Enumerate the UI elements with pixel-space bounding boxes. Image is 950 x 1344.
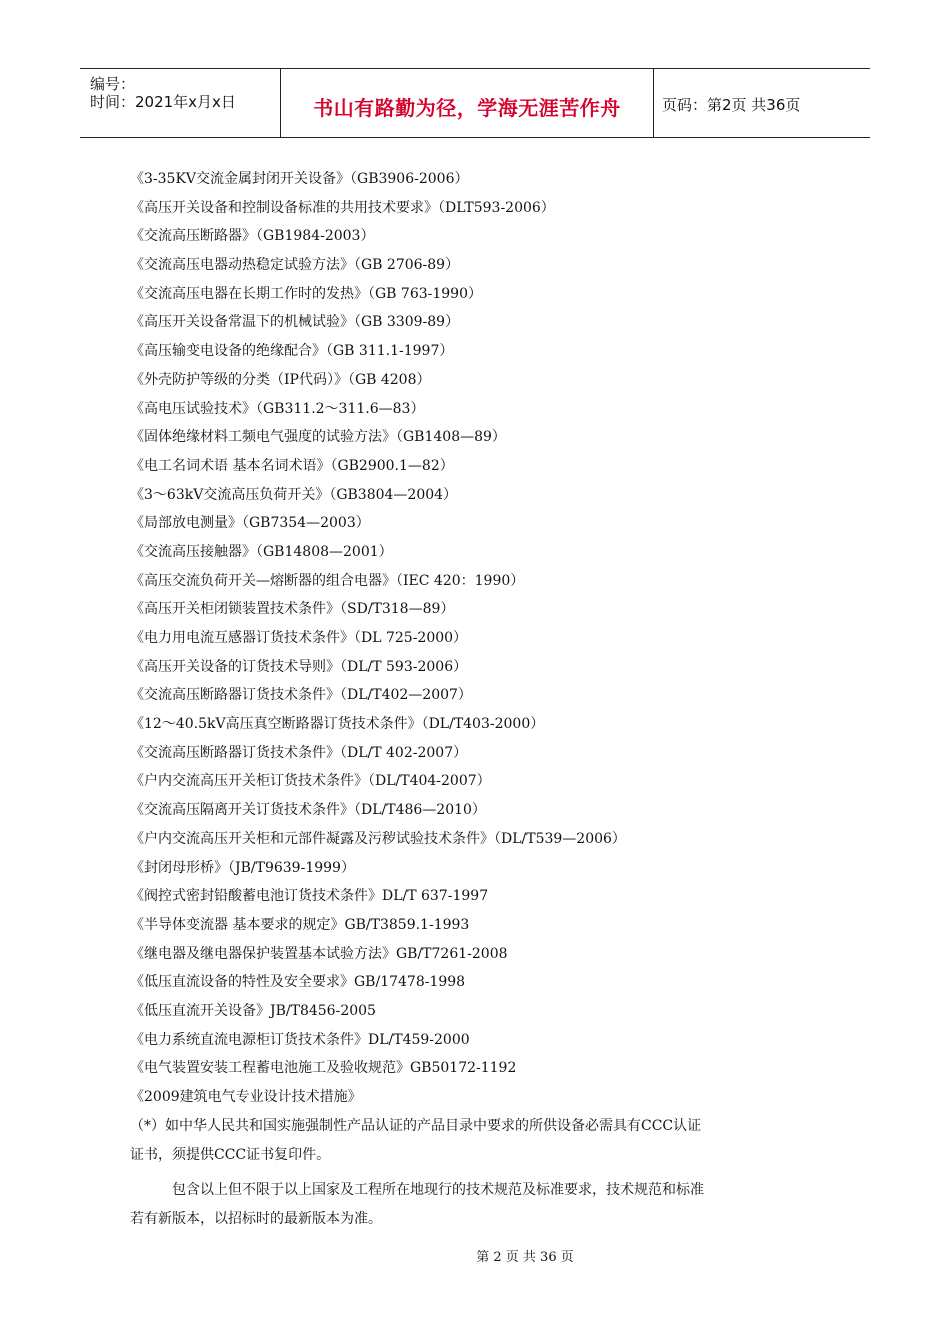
reference-item: 《电气装置安装工程蓄电池施工及验收规范》GB50172-1192 — [130, 1060, 517, 1077]
page-footer — [0, 1246, 950, 1265]
standards-paragraph — [130, 1176, 830, 1234]
reference-item: 《交流高压断路器》（GB1984-2003） — [130, 228, 375, 245]
header-motto-cell — [280, 69, 654, 137]
header-motto: 书山有路勤为径，学海无涯苦作舟 — [313, 96, 621, 120]
reference-item: 《继电器及继电器保护装置基本试验方法》GB/T7261-2008 — [130, 945, 508, 962]
paragraph-line: 包含以上但不限于以上国家及工程所在地现行的技术规范及标准要求，技术规范和标准 — [172, 1182, 704, 1198]
header-page-cell — [652, 69, 870, 137]
reference-item: 《交流高压电器在长期工作时的发热》（GB 763-1990） — [130, 285, 483, 302]
header-info-cell — [80, 69, 280, 137]
reference-item: 《交流高压接触器》（GB14808—2001） — [130, 543, 393, 560]
reference-item: 《高压开关柜闭锁装置技术条件》（SD/T318—89） — [130, 601, 455, 618]
note-line: （*）如中华人民共和国实施强制性产品认证的产品目录中要求的所供设备必需具有CCC认证 — [130, 1118, 702, 1134]
reference-item: 《外壳防护等级的分类（IP代码）》（GB 4208） — [130, 371, 431, 388]
reference-item: 《高电压试验技术》（GB311.2～311.6—83） — [130, 400, 425, 417]
reference-item: 《3-35KV交流金属封闭开关设备》（GB3906-2006） — [130, 171, 469, 187]
reference-list — [130, 165, 830, 1112]
reference-item: 《户内交流高压开关柜订货技术条件》（DL/T404-2007） — [130, 773, 491, 790]
reference-item: 《交流高压断路器订货技术条件》（DL/T402—2007） — [130, 687, 472, 704]
reference-item: 《半导体变流器 基本要求的规定》GB/T3859.1-1993 — [130, 916, 470, 933]
header-page-info: 页码：第2页 共36页 — [662, 96, 801, 114]
page-header — [80, 68, 870, 138]
reference-item: 《高压开关设备常温下的机械试验》（GB 3309-89） — [130, 314, 460, 331]
reference-item: 《高压交流负荷开关—熔断器的组合电器》（IEC 420：1990） — [130, 572, 525, 589]
footer-page-number: 第 2 页 共 36 页 — [476, 1250, 574, 1265]
reference-item: 《电力系统直流电源柜订货技术条件》DL/T459-2000 — [130, 1031, 470, 1048]
reference-item: 《12～40.5kV高压真空断路器订货技术条件》（DL/T403-2000） — [130, 716, 545, 733]
reference-item: 《低压直流设备的特性及安全要求》GB/17478-1998 — [130, 974, 466, 991]
reference-item: 《局部放电测量》（GB7354—2003） — [130, 515, 370, 532]
note-line: 证书，须提供CCC证书复印件。 — [130, 1147, 331, 1163]
paragraph-line: 若有新版本，以招标时的最新版本为准。 — [130, 1211, 382, 1227]
reference-item: 《高压开关设备和控制设备标准的共用技术要求》（DLT593-2006） — [130, 199, 555, 216]
document-time-label: 时间：2021年x月x日 — [90, 93, 236, 111]
reference-item: 《高压开关设备的订货技术导则》（DL/T 593-2006） — [130, 658, 468, 675]
reference-item: 《低压直流开关设备》JB/T8456-2005 — [130, 1002, 376, 1019]
reference-item: 《3～63kV交流高压负荷开关》（GB3804—2004） — [130, 486, 458, 503]
reference-item: 《电力用电流互感器订货技术条件》（DL 725-2000） — [130, 630, 468, 646]
document-number-label: 编号： — [90, 75, 136, 93]
reference-item: 《交流高压电器动热稳定试验方法》（GB 2706-89） — [130, 257, 460, 274]
reference-item: 《固体绝缘材料工频电气强度的试验方法》（GB1408—89） — [130, 429, 506, 446]
reference-item: 《交流高压隔离开关订货技术条件》（DL/T486—2010） — [130, 802, 486, 819]
ccc-certification-note — [130, 1112, 830, 1170]
reference-item: 《阀控式密封铅酸蓄电池订货技术条件》DL/T 637-1997 — [130, 888, 489, 905]
reference-item: 《封闭母形桥》（JB/T9639-1999） — [130, 859, 355, 876]
reference-item: 《户内交流高压开关柜和元部件凝露及污秽试验技术条件》（DL/T539—2006） — [130, 830, 626, 847]
reference-item: 《高压输变电设备的绝缘配合》（GB 311.1-1997） — [130, 343, 454, 360]
reference-item: 《电工名词术语 基本名词术语》（GB2900.1—82） — [130, 457, 454, 474]
reference-item: 《2009建筑电气专业设计技术措施》 — [130, 1089, 362, 1105]
reference-item: 《交流高压断路器订货技术条件》（DL/T 402-2007） — [130, 744, 468, 761]
